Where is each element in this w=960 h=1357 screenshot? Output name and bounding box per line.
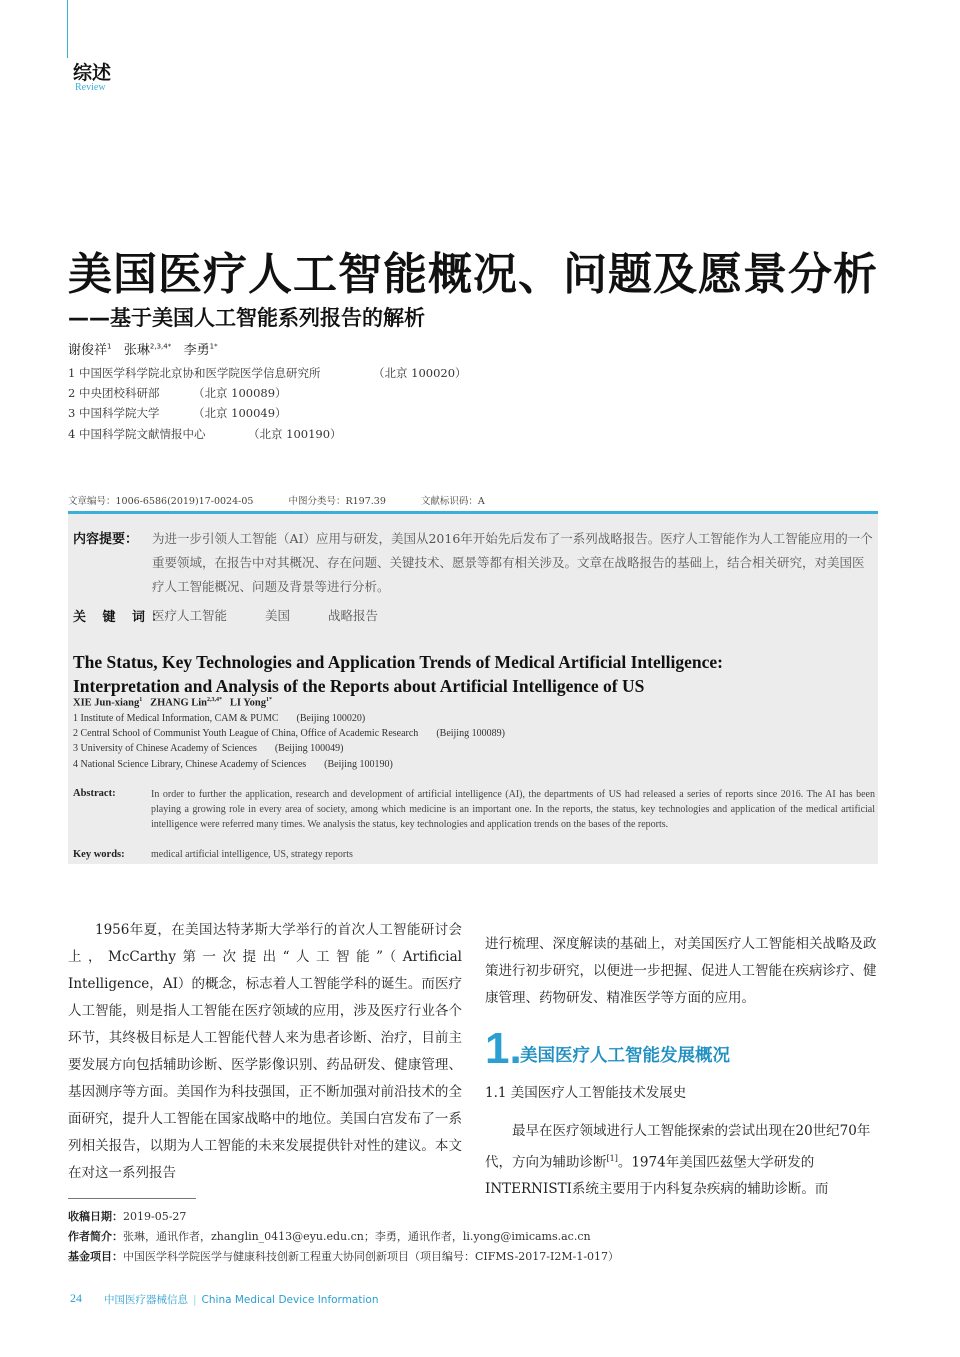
journal-name-en: China Medical Device Information [201,1294,379,1306]
english-keywords-label: Key words: [73,849,125,860]
affiliation [68,385,287,401]
page-number: 24 [70,1291,82,1305]
body-column-right-lower [485,1104,878,1217]
affiliation [68,365,467,381]
english-title [73,650,878,698]
author-sup: 1* [265,697,272,703]
affiliation-name: 1 Institute of Medical Information, CAM & PUMC [73,713,279,724]
affiliation-name: 2 Central School of Communist Youth League of China, Office of Academic Research [73,728,419,739]
author-sup: 2,3,4* [149,342,172,351]
english-title-line: Interpretation and Analysis of the Reports about Artificial Intelligence of US [73,676,645,696]
footnote-label: 收稿日期： [68,1210,123,1223]
author-name: 张琳 [123,343,150,358]
english-keywords: medical artificial intelligence, US, strategy reports [151,849,353,860]
article-title: 美国医疗人工智能概况、问题及愿景分析 [68,249,878,300]
affiliation-name: 3 中国科学院大学 [68,406,160,420]
class-number: 中图分类号：R197.39 [288,496,386,507]
section-tag-en: Review [75,82,106,93]
affiliation-place: （北京 100089） [193,386,287,400]
author-list [68,339,218,358]
section-heading: 美国医疗人工智能发展概况 [520,1046,730,1066]
english-author-list [73,697,272,709]
author-name: 谢俊祥 [68,343,108,358]
section-number: 1. [485,1024,522,1073]
cn-keywords-label: 关 键 词： [73,610,171,625]
author-name: XIE Jun-xiang [73,697,140,709]
affiliation-place: (Beijing 100089) [436,728,505,739]
journal-separator: | [193,1294,197,1306]
author-name: 李勇 [183,343,210,358]
english-affiliation [73,728,505,739]
affiliation-name: 4 中国科学院文献情报中心 [68,427,206,441]
author-sup: 1 [139,697,143,703]
affiliation-place: (Beijing 100049) [274,743,344,754]
cn-abstract-label: 内容提要： [73,532,139,547]
footnote-author [68,1228,591,1244]
english-abstract-label: Abstract: [73,788,116,799]
body-paragraph: 进行梳理、深度解读的基础上，对美国医疗人工智能相关战略及政策进行初步研究，以便进一步把握、促进人工智能在疾病诊疗、健康管理、药物研发、精准医学等方面的应用。 [485,935,877,1006]
footnote-label: 作者简介： [68,1230,123,1243]
subsection-heading: 1.1 美国医疗人工智能技术发展史 [485,1085,687,1101]
affiliation-place: (Beijing 100020) [296,713,366,724]
affiliation [68,426,342,442]
article-number: 文章编号：1006-6586(2019)17-0024-05 [68,496,254,507]
affiliation-name: 1 中国医学科学院北京协和医学院医学信息研究所 [68,366,321,380]
english-title-line: The Status, Key Technologies and Application Trends of Medical Artificial Intelligence: [73,652,723,672]
footnote-value: 2019-05-27 [123,1210,187,1223]
author-sup: 1 [107,342,112,351]
affiliation [68,405,287,421]
footnote-fund [68,1248,619,1264]
paragraph-text: 。1974年美国匹兹堡大学研发的INTERNISTI系统主要用于内科复杂疾病的辅助诊断。而 [485,1154,829,1197]
article-meta [68,493,517,507]
author-sup: 2,3,4* [207,697,222,703]
header-accent-line [67,0,68,58]
english-affiliation [73,759,393,770]
citation-ref[interactable]: [1] [606,1153,618,1163]
affiliation-place: （北京 100020） [373,366,467,380]
footnote-label: 基金项目： [68,1250,123,1263]
body-column-right [485,917,878,1025]
article-subtitle: ——基于美国人工智能系列报告的解析 [68,306,425,330]
affiliation-name: 3 University of Chinese Academy of Sciences [73,743,257,754]
document-code: 文献标识码：A [420,496,485,507]
cn-abstract-text: 为进一步引领人工智能（AI）应用与研发，美国从2016年开始先后发布了一系列战略报告。医疗人工智能作为人工智能应用的一个重要领域，在报告中对其概况、存在问题、关键技术、愿景等都有相关涉及。文章在战略报告的基础上，结合相关研究，对美国医疗人工智能概况、问题及背景等进行分析。 [152,531,873,594]
affiliation-place: （北京 100190） [248,427,342,441]
body-paragraph [485,1118,878,1204]
author-sup: 1* [209,342,218,351]
journal-name-cn: 中国医疗器械信息 [104,1294,188,1306]
footnote-value: 中国医学科学院医学与健康科技创新工程重大协同创新项目（项目编号：CIFMS-2017-I2M-1-017） [123,1250,620,1263]
affiliation-place: (Beijing 100190) [324,759,393,770]
body-column-left [68,917,462,1187]
footnote-received [68,1208,186,1224]
author-name: LI Yong [229,697,266,709]
affiliation-place: （北京 100049） [193,406,287,420]
affiliation-name: 4 National Science Library, Chinese Academy of Sciences [73,759,307,770]
keyword: 战略报告 [328,608,379,623]
paragraph-text: 最早在医疗领域进行人工智能探索的尝试出现在20世纪70年代，方向为辅助诊断 [485,1122,871,1170]
footnote-rule [68,1198,196,1199]
section-tag: 综述 [73,62,112,84]
english-abstract-text: In order to further the application, research and development of artificial intelligence (AI), the departments of US had released a series of reports since 2016. The AI has been playing a growing role in every area of society, among which medicine is an important one. In the reports, the status, key technologies and application of the medical artificial intelligence were referred many times. We analysis the status, key technologies and application trends on the bases of the reports. [151,789,875,830]
keyword: 医疗人工智能 [152,608,228,623]
english-affiliation [73,743,343,754]
journal-name [104,1292,378,1307]
keyword: 美国 [265,608,291,623]
body-paragraph: 1956年夏，在美国达特茅斯大学举行的首次人工智能研讨会上，McCarthy第一次提出“人工智能”（Artificial Intelligence，AI）的概念，标志着人工智能学科的诞生。而医疗人工智能，则是指人工智能在医疗领域的应用，涉及医疗行业各个环节，其终极目标是人工智能代替人来为患者诊断、治疗，目前主要发展方向包括辅助诊断、医学影像识别、药品研发、健康管理、基因测序等方面。美国作为科技强国，正不断加强对前沿技术的全面研究，提升人工智能在国家战略中的地位。美国白宫发布了一系列相关报告，以期为人工智能的未来发展提供针对性的建议。本文在对这一系列报告 [68,922,462,1181]
footnote-value: 张琳，通讯作者，zhanglin_0413@eyu.edu.cn；李勇，通讯作者，li.yong@imicams.ac.cn [123,1230,591,1243]
affiliation-name: 2 中央团校科研部 [68,386,160,400]
english-affiliation [73,713,365,724]
author-name: ZHANG Lin [150,697,207,709]
cn-keywords [152,606,412,624]
